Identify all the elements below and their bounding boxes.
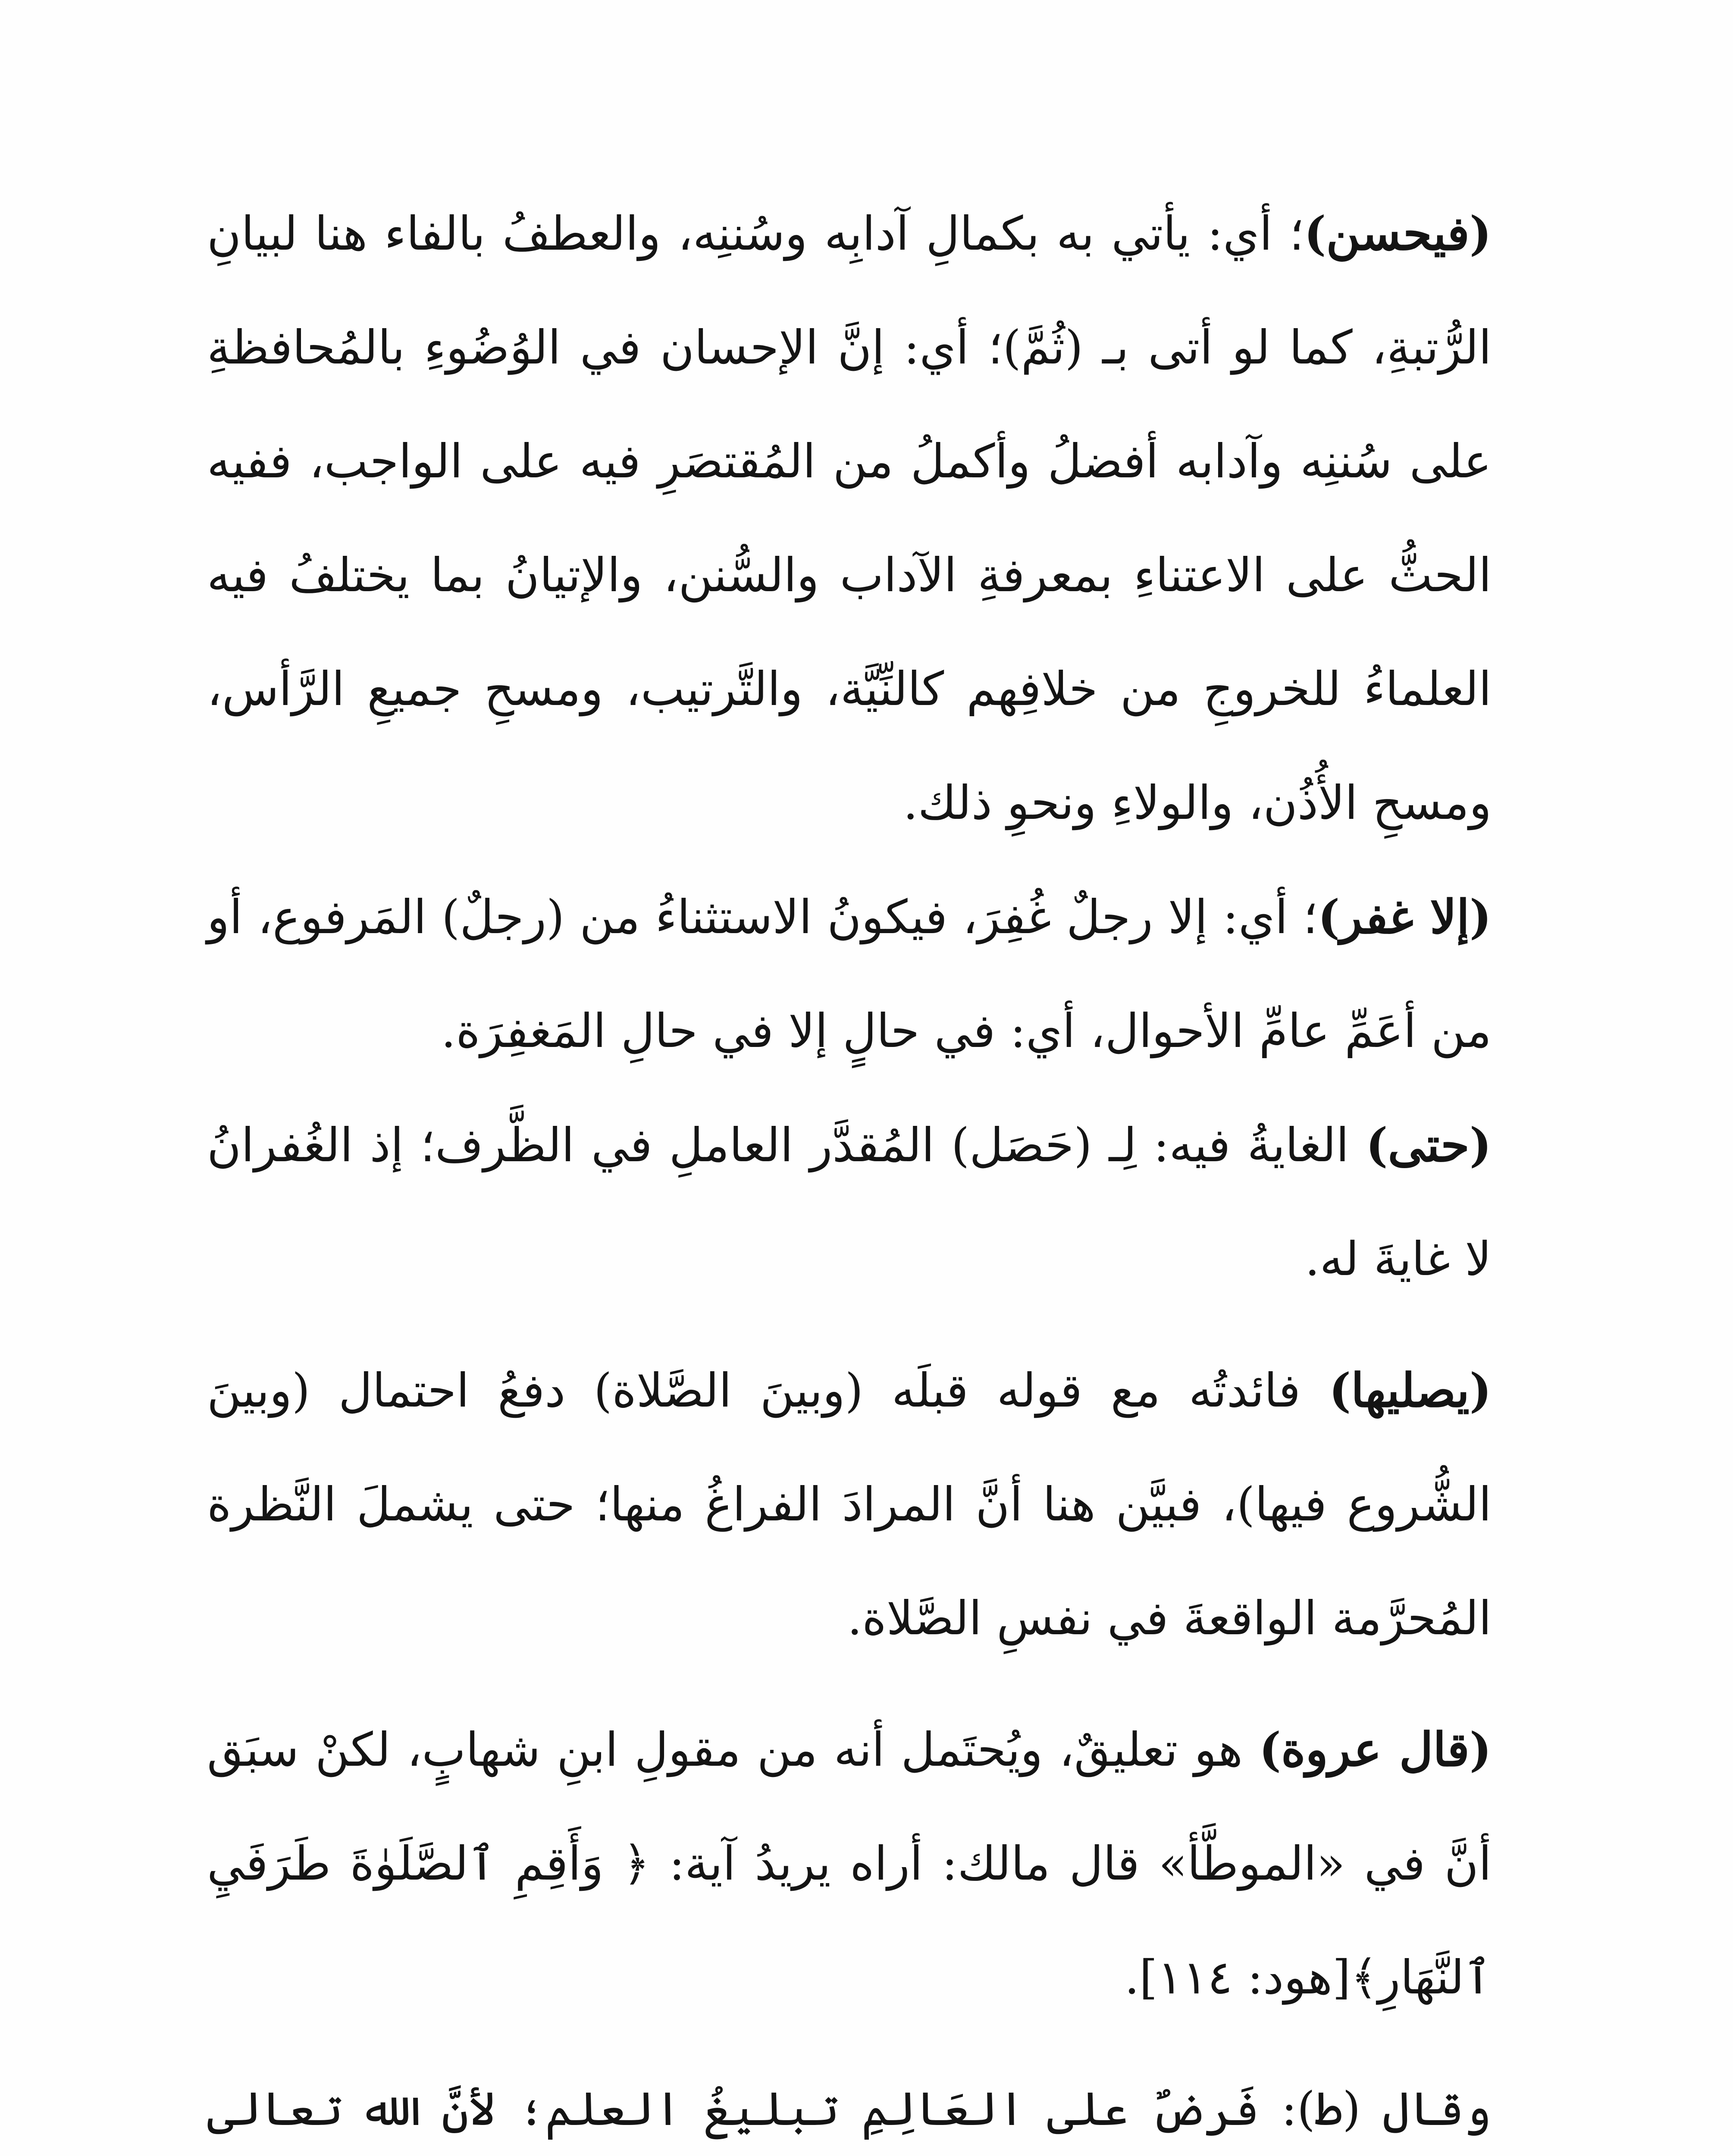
lead-term: (يصليها)	[1329, 1363, 1492, 1418]
paragraph-fayuhsin	[207, 177, 1492, 860]
paragraph-body: ؛ أي: إلا رجلٌ غُفِرَ، فيكونُ الاستثناءُ من (رجلٌ) المَرفوع، أو من أعَمِّ عامِّ الأحوال، أي: في حالٍ إلا في حالِ المَغفِرَة.	[207, 890, 1492, 1058]
paragraph-illa-ghufira	[207, 860, 1492, 1088]
paragraph-body: هو تعليقٌ، ويُحتَمل أنه من مقولِ ابنِ شهابٍ، لكنْ سبَق أنَّ في «الموطَّأ» قال مالك: أراه يريدُ آية: ﴿ وَأَقِمِ ٱلصَّلَوٰةَ طَرَفَيِ ٱلنَّهَارِ﴾[هود: ١١٤].	[207, 1723, 1492, 2005]
paragraph-wa-qala-t	[207, 2052, 1492, 2156]
lead-term: (حتى)	[1366, 1118, 1492, 1172]
paragraph-body: الغايةُ فيه: لِـ (حَصَل) المُقدَّر العاملِ في الظَّرف؛ إذ الغُفرانُ لا غايةَ له.	[207, 1119, 1492, 1286]
paragraph-body: وقال (ط): فَرضٌ على العَالِمِ تبليغُ العلم؛ لأنَّ الله تعالى	[207, 2082, 1492, 2136]
paragraph-yusalliha	[207, 1334, 1492, 1676]
lead-term: (إلا غفر)	[1318, 890, 1492, 944]
paragraph-body: فائدتُه مع قوله قبلَه (وبينَ الصَّلاة) دفعُ احتمال (وبينَ الشُّروع فيها)، فبيَّن هنا أنَّ المرادَ الفراغُ منها؛ حتى يشملَ النَّظرة المُحرَّمة الواقعةَ في نفسِ الصَّلاة.	[207, 1364, 1492, 1645]
paragraph-hatta	[207, 1088, 1492, 1316]
paragraph-body: ؛ أي: يأتي به بكمالِ آدابِه وسُننِه، والعطفُ بالفاء هنا لبيانِ الرُّتبةِ، كما لو أتى بـ (ثُمَّ)؛ أي: إنَّ الإحسان في الوُضُوءِ بالمُحافظةِ على سُننِه وآدابه أفضلُ وأكملُ من المُقتصَرِ فيه على الواجب، ففيه الحثُّ على الاعتناءِ بمعرفةِ الآداب والسُّنن، والإتيانُ بما يختلفُ فيه العلماءُ للخروجِ من خلافِهم كالنِّيَّة، والتَّرتيب، ومسحِ جميعِ الرَّأس، ومسحِ الأُذُن، والولاءِ ونحوِ ذلك.	[207, 207, 1492, 830]
lead-term: (قال عروة)	[1259, 1723, 1492, 1777]
commentary-text	[207, 177, 1492, 2156]
paragraph-qala-urwa	[207, 1693, 1492, 2035]
lead-term: (فيحسن)	[1304, 207, 1492, 261]
